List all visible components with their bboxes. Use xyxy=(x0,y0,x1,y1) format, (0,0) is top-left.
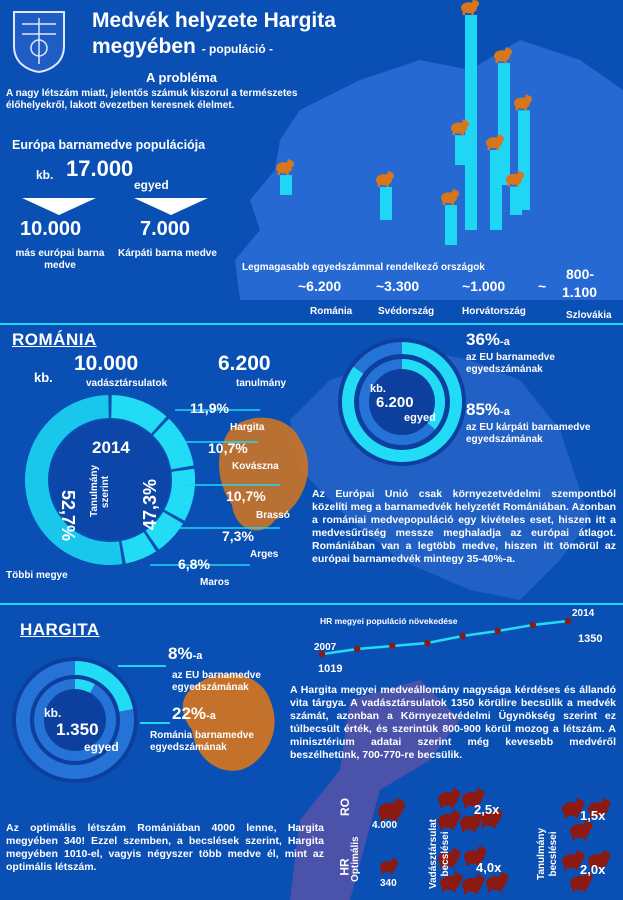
ring-approx: kb. xyxy=(370,383,386,395)
hunting-label: vadásztársulatok xyxy=(86,378,168,389)
share-pct: 36%-a xyxy=(466,330,510,349)
line-point xyxy=(565,618,571,624)
bear-icon xyxy=(376,171,394,187)
europe-split-value: 10.000 xyxy=(20,218,82,240)
ro-hunting-mult: 2,5x xyxy=(474,802,500,817)
county-crest-icon xyxy=(10,8,68,74)
pointer-line xyxy=(140,722,170,724)
bear-icon xyxy=(380,858,398,874)
europe-split-label: más európai barna medve xyxy=(15,248,105,271)
hr-ring-value: 1.350 xyxy=(56,720,99,739)
donut-inner-label: Tanulmány szerint xyxy=(89,464,111,517)
problem-text: A nagy létszám miatt, jelentős számuk kiszorul a természetes élőhelyekről, lakott övezetben keresnek élelmet. xyxy=(6,88,298,111)
bear-icon xyxy=(378,798,405,822)
ring-unit: egyed xyxy=(404,412,436,424)
hr-share-pct: 8%-a xyxy=(168,644,203,663)
arrow-down-icon xyxy=(22,198,96,215)
line-point xyxy=(530,622,536,628)
bear-bar xyxy=(445,205,457,245)
donut-year: 2014 xyxy=(92,438,130,457)
county-pct: 10,7% xyxy=(208,440,248,456)
country-value-prefix: ~ xyxy=(538,278,547,294)
country-name: Románia xyxy=(310,306,353,317)
hr-study-mult: 2,0x xyxy=(580,862,606,877)
hr-optimal-value: 340 xyxy=(380,878,397,889)
bear-bar xyxy=(510,187,522,215)
europe-total: 17.000 xyxy=(66,156,134,181)
country-value: ~1.000 xyxy=(462,278,506,294)
line-chart-title: HR megyei populáció növekedése xyxy=(320,616,458,626)
hr-share-pct: 22%-a xyxy=(172,704,216,723)
bear-icon xyxy=(514,94,532,110)
europe-title: Európa barnamedve populációja xyxy=(12,138,206,152)
hargita-paragraph: A Hargita megyei medveállomány nagysága kérdéses és állandó vita tárgya. A vadásztársulatok 1350 körülire becsülik a medvék számát, azonban a Környezetvédelmi Ügynökség szerint ez túlbecsült érték, és szerintük 800-900 körül mozog a létszám. A minisztérium adatai szerint még kevesebb medvéről beszélhetünk, 700-770-re becsülik. xyxy=(290,684,616,761)
county-name: Arges xyxy=(250,549,279,560)
county-pct: 6,8% xyxy=(178,556,210,572)
label-study: Tanulmány becslései xyxy=(536,827,559,881)
label-hr: HR xyxy=(337,858,352,876)
share-pct: 85%-a xyxy=(466,400,510,419)
start-value-label: 1019 xyxy=(318,663,343,675)
bear-bar xyxy=(455,135,467,165)
county-name: Brassó xyxy=(256,510,290,521)
hunting-value: 10.000 xyxy=(74,352,139,375)
county-name: Kovászna xyxy=(232,461,279,472)
hr-hunting-mult: 4,0x xyxy=(476,860,502,875)
label-optimal: Optimális xyxy=(350,836,361,882)
bear-bar xyxy=(490,150,502,230)
bear-icon xyxy=(494,47,512,63)
line-point xyxy=(459,633,465,639)
bear-icon xyxy=(570,820,593,840)
share-label: az EU barnamedve egyedszámának xyxy=(466,352,555,375)
population-line-chart xyxy=(300,606,623,676)
end-value-label: 1350 xyxy=(578,633,603,645)
county-name: Hargita xyxy=(230,422,265,433)
donut-left-pct: 52,7% xyxy=(58,490,78,542)
country-name: Szlovákia xyxy=(566,310,612,321)
study-value: 6.200 xyxy=(218,352,271,375)
bear-icon xyxy=(486,872,509,892)
country-value: ~6.200 xyxy=(298,278,342,294)
others-label: Többi megye xyxy=(6,570,68,581)
ro-study-mult: 1,5x xyxy=(580,808,606,823)
hr-ring-inner-arc xyxy=(75,684,92,688)
romania-approx: kb. xyxy=(34,370,53,385)
top-countries-title: Legmagasabb egyedszámmal rendelkező országok xyxy=(242,262,485,273)
county-pct: 11,9% xyxy=(190,400,229,416)
europe-split-label: Kárpáti barna medve xyxy=(118,248,217,259)
romania-title: ROMÁNIA xyxy=(12,330,97,349)
country-value: 1.100 xyxy=(562,284,598,300)
hr-share-label: az EU barnamedve egyedszámának xyxy=(172,670,261,693)
bear-bar xyxy=(380,187,392,220)
problem-title: A probléma xyxy=(146,70,218,85)
label-hunting: Vadásztársulat becslései xyxy=(428,818,451,890)
end-year-label: 2014 xyxy=(572,608,595,619)
bear-icon xyxy=(462,874,485,894)
section-divider xyxy=(0,603,623,605)
arrow-down-icon xyxy=(134,198,208,215)
county-name: Maros xyxy=(200,577,230,588)
title-line-1: Medvék helyzete Hargita xyxy=(92,9,336,32)
bear-bar xyxy=(280,175,292,195)
line-point xyxy=(495,628,501,634)
hargita-title: HARGITA xyxy=(20,620,100,639)
county-pct: 10,7% xyxy=(226,488,266,504)
country-value: ~3.300 xyxy=(376,278,420,294)
line-point xyxy=(389,643,395,649)
ring-value: 6.200 xyxy=(376,394,414,411)
pointer-line xyxy=(118,665,166,667)
hr-share-label: Románia barnamedve egyedszámának xyxy=(150,730,254,753)
line-point xyxy=(354,646,360,652)
europe-unit: egyed xyxy=(134,178,169,192)
share-label: az EU kárpáti barnamedve egyedszámának xyxy=(466,422,591,445)
bear-icon xyxy=(438,788,461,808)
europe-approx: kb. xyxy=(36,168,54,182)
hr-ring-approx: kb. xyxy=(44,706,62,720)
title-line-2: megyében xyxy=(92,35,196,58)
section-divider xyxy=(0,323,623,325)
bear-icon xyxy=(276,159,294,175)
optimal-paragraph: Az optimális létszám Romániában 4000 lenne, Hargita megyében 340! Ezzel szemben, a becslések szerint, Hargita megyében 1010-el, vagyis négyszer több medve él, mint az optimális létszám. xyxy=(6,822,324,873)
romania-paragraph: Az Európai Unió csak környezetvédelmi szempontból közelíti meg a barnamedvék helyzetét Romániában. Azonban a romániai medvepopuláció egy kivételes eset, hiszen itt a medvesűrűség messze meghaladja az európai átlagot. Romániában van a legtöbb medve, hiszen itt tömörül az európai barnamedvék mintegy 35-40%-a. xyxy=(312,488,616,565)
europe-split-value: 7.000 xyxy=(140,218,191,240)
county-pct: 7,3% xyxy=(222,528,254,544)
comparison-icons xyxy=(330,780,623,900)
ro-optimal-value: 4.000 xyxy=(372,820,398,831)
bear-bar-chart xyxy=(260,0,623,260)
study-label: tanulmány xyxy=(236,378,287,389)
hr-ring-unit: egyed xyxy=(84,740,119,754)
label-ro: RO xyxy=(338,798,352,816)
bear-icon xyxy=(461,0,479,15)
donut-right-pct: 47,3% xyxy=(140,478,160,530)
country-name: Svédország xyxy=(378,306,435,317)
country-value: 800- xyxy=(566,266,595,282)
bear-icon xyxy=(441,189,459,205)
subtitle: - populáció - xyxy=(201,42,274,56)
country-name: Horvátország xyxy=(462,306,526,317)
start-year-label: 2007 xyxy=(314,642,337,654)
line-point xyxy=(424,640,430,646)
